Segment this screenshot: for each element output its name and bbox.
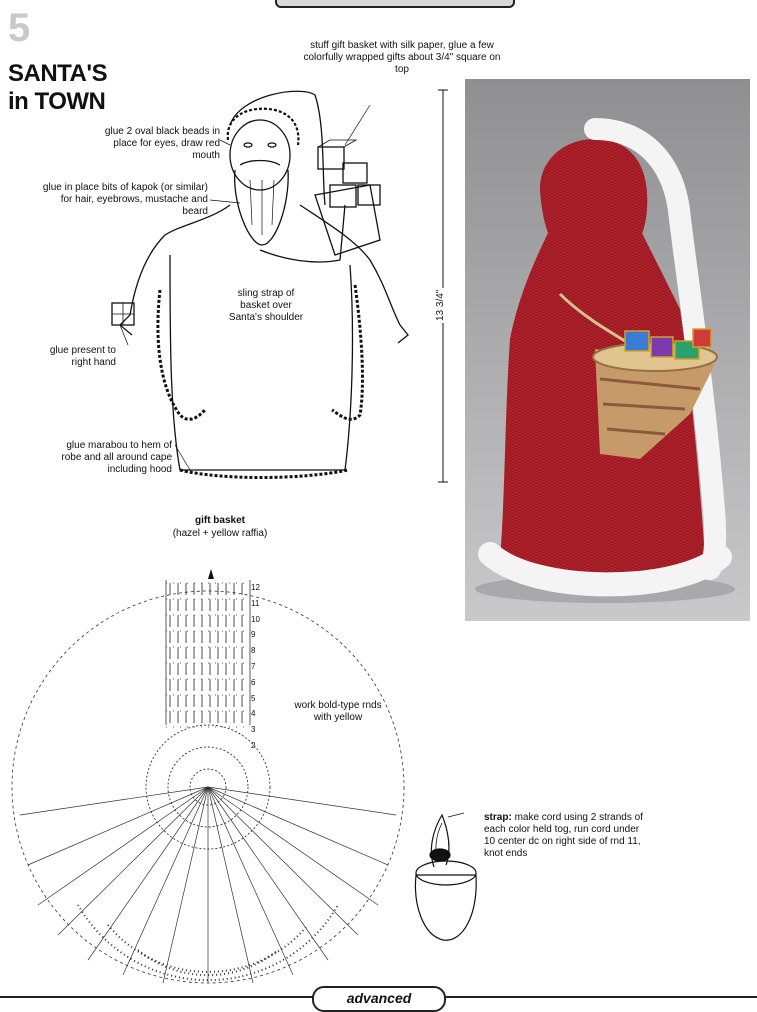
- step-number: 5: [8, 6, 31, 50]
- basket-crochet-chart: [8, 565, 418, 985]
- round-number: 7: [251, 661, 256, 671]
- eyes-note: glue 2 oval black beads in place for eyes, draw red mouth: [104, 126, 220, 161]
- yellow-rounds-note: work bold-type rnds with yellow: [294, 700, 382, 723]
- height-label: 13 3/4": [435, 289, 446, 321]
- strap-instructions: [484, 812, 644, 860]
- basket-chart-title: gift basket: [194, 515, 245, 526]
- title-line-1: SANTA'S: [8, 60, 108, 87]
- strap-note: sling strap of basket over Santa's shoulder: [228, 288, 304, 323]
- round-number: 6: [251, 677, 256, 687]
- round-number: 8: [251, 646, 256, 656]
- round-number: 11: [251, 598, 260, 608]
- round-number: 5: [251, 693, 256, 703]
- round-numbers: [251, 580, 267, 754]
- round-number: 4: [251, 709, 256, 719]
- basket-stuffing-note: stuff gift basket with silk paper, glue a few colorfully wrapped gifts about 3/4" square on top: [303, 40, 501, 75]
- hair-note: glue in place bits of kapok (or similar) for hair, eyebrows, mustache and beard: [42, 182, 208, 217]
- title-line-2: in TOWN: [8, 88, 106, 115]
- basket-strap-sketch: [408, 805, 488, 945]
- santa-photo: [465, 79, 750, 621]
- top-tab: [275, 0, 515, 8]
- round-number: 9: [251, 630, 256, 640]
- round-number: 12: [251, 583, 260, 592]
- strap-text: make cord using 2 strands of each color held tog, run cord under 10 center dc on right side of rnd 11, knot ends: [484, 812, 643, 859]
- present-note: glue present to right hand: [49, 345, 116, 368]
- basket-chart-subtitle: (hazel + yellow raffia): [172, 528, 268, 539]
- footer-tag: advanced: [312, 986, 446, 1012]
- page-title: [8, 60, 107, 116]
- strap-label: strap:: [484, 812, 512, 823]
- round-number: 10: [251, 614, 260, 624]
- marabou-note: glue marabou to hem of robe and all around cape including hood: [61, 440, 172, 475]
- round-number: 3: [251, 725, 256, 735]
- round-number: 2: [251, 740, 256, 750]
